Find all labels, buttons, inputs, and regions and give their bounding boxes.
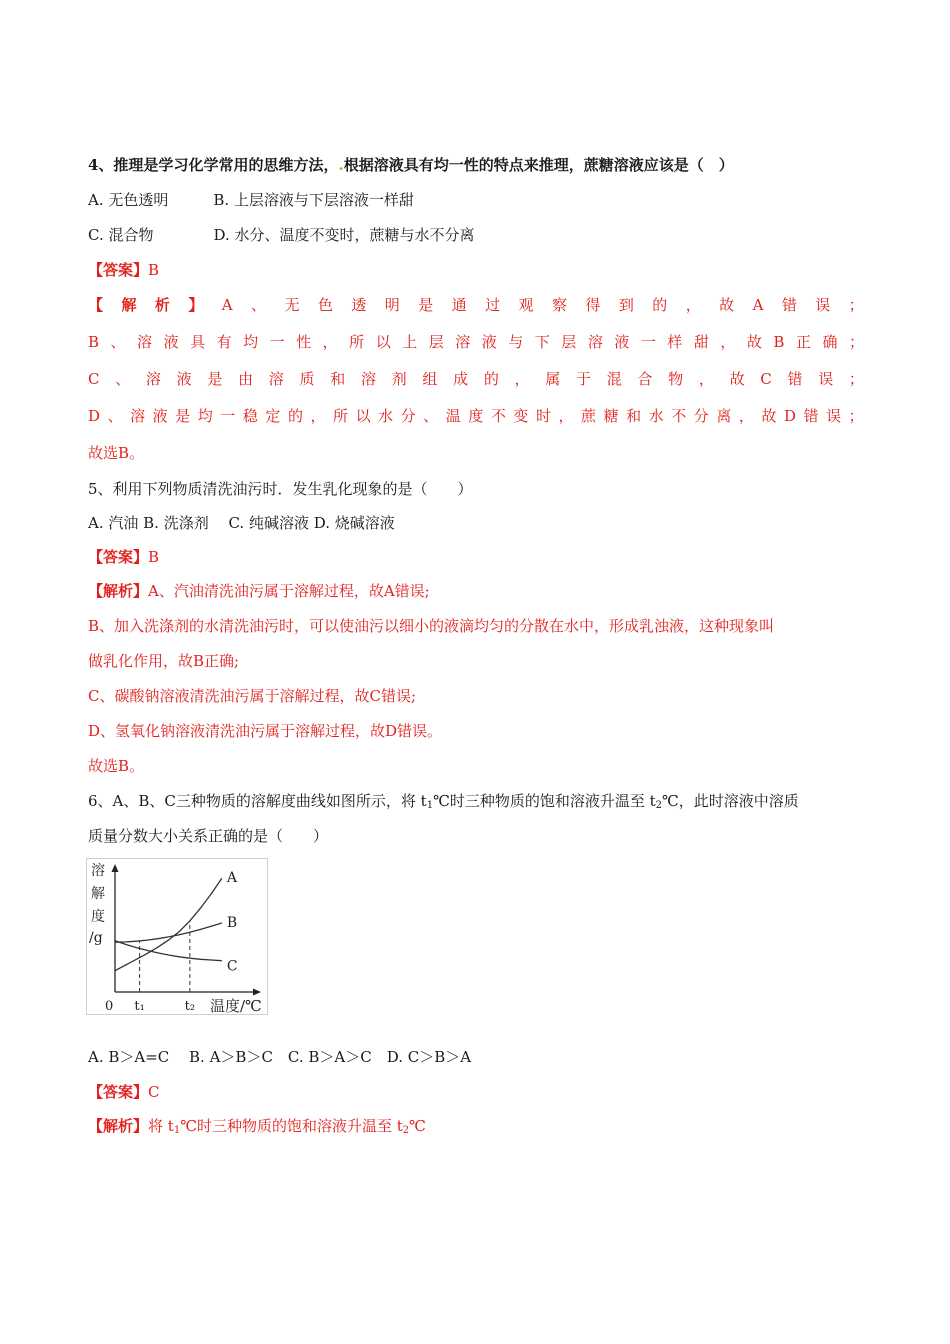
analysis-char: 以: [355, 407, 371, 425]
q5-analysis-a: 【解析】A、汽油清洗油污属于溶解过程，故A错误;: [88, 582, 430, 600]
analysis-char: 溶: [587, 333, 603, 351]
analysis-char: 蔗: [581, 407, 597, 425]
analysis-char: 于: [575, 370, 591, 388]
q5-analysis-c: C、碳酸钠溶液清洗油污属于溶解过程，故C错误;: [88, 687, 417, 705]
q4-options-cd: C. 混合物 D. 水分、温度不变时，蔗糖与水不分离: [88, 226, 475, 244]
x-axis-label: 温度/℃: [210, 997, 262, 1015]
analysis-char: 液: [152, 407, 168, 425]
analysis-char: 稳: [242, 407, 258, 425]
analysis-char: 时: [535, 407, 551, 425]
analysis-char: D: [88, 407, 101, 425]
analysis-char: 是: [418, 296, 434, 314]
analysis-char: 得: [585, 296, 601, 314]
series-label-a: A: [226, 870, 238, 887]
analysis-char: 溶: [137, 333, 153, 351]
analysis-char: 溶: [360, 370, 376, 388]
analysis-char: 组: [422, 370, 438, 388]
analysis-char: 解: [121, 296, 137, 314]
analysis-char: D: [783, 407, 796, 425]
analysis-char: 故: [719, 296, 735, 314]
analysis-char: 色: [317, 296, 333, 314]
analysis-char: 确: [822, 333, 838, 351]
analysis-char: B: [773, 333, 785, 351]
analysis-char: 【: [88, 296, 104, 314]
q5-conclusion: 故选B。: [88, 757, 145, 775]
analysis-char: 甜: [693, 333, 709, 351]
analysis-char: B: [88, 333, 100, 351]
analysis-char: C: [760, 370, 772, 388]
y-label-4: /g: [89, 930, 103, 946]
analysis-char: 以: [375, 333, 391, 351]
q4-analysis-line-3: [88, 369, 864, 389]
analysis-char: 水: [648, 407, 664, 425]
analysis-char: ，: [720, 333, 736, 351]
analysis-char: 属: [545, 370, 561, 388]
analysis-char: 不: [490, 407, 506, 425]
chart-frame: [87, 859, 268, 1015]
analysis-char: 故: [746, 333, 762, 351]
analysis-char: 液: [481, 333, 497, 351]
analysis-char: 水: [378, 407, 394, 425]
analysis-char: ；: [848, 296, 864, 314]
analysis-char: ，: [322, 333, 338, 351]
analysis-char: 的: [483, 370, 499, 388]
analysis-char: 由: [238, 370, 254, 388]
analysis-char: 和: [626, 407, 642, 425]
q6-answer: 【答案】C: [88, 1083, 160, 1101]
analysis-char: 错: [781, 296, 797, 314]
analysis-char: 明: [384, 296, 400, 314]
analysis-char: 下: [534, 333, 550, 351]
q6-options: A. B＞A=C B. A＞B＞C C. B＞A＞C D. C＞B＞A: [88, 1048, 472, 1066]
analysis-char: 所: [333, 407, 349, 425]
analysis-char: 察: [551, 296, 567, 314]
analysis-char: 分: [400, 407, 416, 425]
analysis-char: 溶: [145, 370, 161, 388]
analysis-char: C: [88, 370, 100, 388]
analysis-char: 到: [618, 296, 634, 314]
analysis-char: 度: [468, 407, 484, 425]
analysis-char: 均: [197, 407, 213, 425]
analysis-char: 层: [428, 333, 444, 351]
analysis-char: 液: [163, 333, 179, 351]
analysis-char: ，: [310, 407, 326, 425]
analysis-char: 无: [284, 296, 300, 314]
analysis-char: 液: [176, 370, 192, 388]
analysis-char: 一: [269, 333, 285, 351]
analysis-char: A: [752, 296, 764, 314]
analysis-char: 不: [671, 407, 687, 425]
analysis-char: 溶: [268, 370, 284, 388]
analysis-char: 误: [818, 370, 834, 388]
analysis-char: 变: [513, 407, 529, 425]
analysis-char: 故: [761, 407, 777, 425]
analysis-char: ；: [848, 407, 864, 425]
analysis-char: 的: [287, 407, 303, 425]
q4-analysis-line-1: [88, 295, 864, 315]
q5-answer: 【答案】B: [88, 548, 160, 566]
q6-stem-line-2: 质量分数大小关系正确的是（ ）: [88, 827, 329, 845]
analysis-char: 】: [188, 296, 204, 314]
q5-analysis-d: D、氢氧化钠溶液清洗油污属于溶解过程，故D错误。: [88, 722, 443, 740]
analysis-char: A: [221, 296, 233, 314]
analysis-char: 离: [716, 407, 732, 425]
q4-conclusion: 故选B。: [88, 444, 145, 462]
analysis-char: 所: [349, 333, 365, 351]
q4-stem: 4、推理是学习化学常用的思维方法，.根据溶液具有均一性的特点来推理，蔗糖溶液应该是（ ）: [88, 156, 734, 174]
q4-options-ab: A. 无色透明 B. 上层溶液与下层溶液一样甜: [88, 191, 414, 209]
analysis-char: ；: [848, 370, 864, 388]
analysis-char: 糖: [603, 407, 619, 425]
analysis-char: 、: [115, 370, 131, 388]
analysis-char: 误: [826, 407, 842, 425]
analysis-char: 是: [175, 407, 191, 425]
q6-stem-line-1: 6、A、B、C三种物质的溶解度曲线如图所示，将 $t_1℃$时三种物质的饱和溶液升温至 $t_2℃$，此时溶液中溶质: [88, 792, 799, 811]
y-label-1: 溶: [91, 863, 105, 879]
analysis-char: 溶: [130, 407, 146, 425]
solubility-chart: [86, 858, 268, 1015]
analysis-char: 、: [110, 333, 126, 351]
series-label-b: B: [226, 915, 238, 931]
analysis-char: 一: [640, 333, 656, 351]
analysis-char: 质: [299, 370, 315, 388]
analysis-char: 性: [296, 333, 312, 351]
analysis-char: ，: [558, 407, 574, 425]
analysis-char: ，: [698, 370, 714, 388]
origin-label: 0: [105, 999, 114, 1014]
analysis-char: 、: [423, 407, 439, 425]
analysis-char: 合: [637, 370, 653, 388]
analysis-char: 物: [668, 370, 684, 388]
analysis-char: 样: [667, 333, 683, 351]
analysis-char: 一: [220, 407, 236, 425]
q5-analysis-b2: 做乳化作用，故B正确;: [88, 652, 240, 670]
analysis-char: ，: [514, 370, 530, 388]
analysis-char: 定: [265, 407, 281, 425]
q4-answer: 【答案】B: [88, 261, 160, 279]
q5-options: A. 汽油 B. 洗涤剂 C. 纯碱溶液 D. 烧碱溶液: [88, 514, 395, 532]
analysis-char: 成: [453, 370, 469, 388]
analysis-char: 错: [803, 407, 819, 425]
analysis-char: 故: [729, 370, 745, 388]
analysis-char: 通: [451, 296, 467, 314]
analysis-char: 混: [606, 370, 622, 388]
analysis-char: 过: [485, 296, 501, 314]
analysis-char: 层: [561, 333, 577, 351]
analysis-char: 剂: [391, 370, 407, 388]
analysis-char: 分: [693, 407, 709, 425]
analysis-char: 液: [614, 333, 630, 351]
q5-stem: 5、利用下列物质清洗油污时．发生乳化现象的是（ ）: [88, 480, 473, 498]
analysis-char: 、: [107, 407, 123, 425]
analysis-char: 误: [815, 296, 831, 314]
q5-analysis-b1: B、加入洗涤剂的水清洗油污时，可以使油污以细小的液滴均匀的分散在水中，形成乳浊液，这种现象叫: [88, 617, 775, 635]
analysis-char: ，: [685, 296, 701, 314]
analysis-char: 的: [652, 296, 668, 314]
analysis-char: 溶: [455, 333, 471, 351]
analysis-char: 上: [402, 333, 418, 351]
y-label-3: 度: [91, 909, 105, 925]
t1-tick-label: t₁: [134, 999, 145, 1014]
analysis-char: 具: [190, 333, 206, 351]
t2-tick-label: t₂: [184, 999, 196, 1014]
analysis-char: 错: [787, 370, 803, 388]
q4-analysis-line-2: [88, 332, 864, 352]
analysis-char: 均: [243, 333, 259, 351]
analysis-char: 有: [216, 333, 232, 351]
analysis-char: 和: [330, 370, 346, 388]
q4-analysis-line-4: [88, 406, 864, 426]
q6-analysis: 【解析】将 $t_1℃$时三种物质的饱和溶液升温至 $t_2℃$: [88, 1117, 426, 1136]
analysis-char: 透: [351, 296, 367, 314]
analysis-char: 、: [251, 296, 267, 314]
analysis-char: 与: [508, 333, 524, 351]
analysis-char: 温: [445, 407, 461, 425]
analysis-char: ；: [848, 333, 864, 351]
analysis-char: 析: [154, 296, 170, 314]
analysis-char: 是: [207, 370, 223, 388]
analysis-char: 观: [518, 296, 534, 314]
series-label-c: C: [226, 958, 238, 975]
analysis-char: ，: [738, 407, 754, 425]
y-label-2: 解: [91, 886, 105, 902]
analysis-char: 正: [795, 333, 811, 351]
